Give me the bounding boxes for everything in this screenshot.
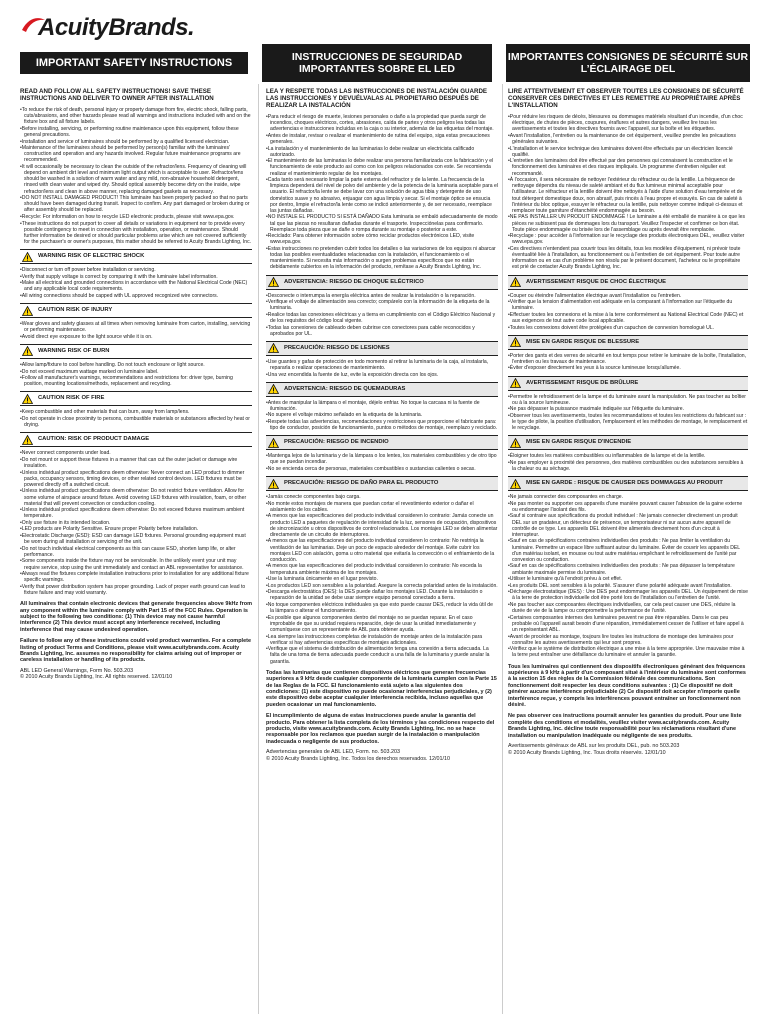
warning-bullet: • Follow all manufacturer's warnings, recommendations and restrictions for: driver type, burning position, mounting locations/methods, replacement and recycling. — [20, 375, 252, 387]
warning-bullet: • Unless individual product specifications deem otherwise: Do not exceed fixtures maximum ambient temperature. — [20, 507, 252, 519]
intro-bullet: • These instructions do not purport to cover all details or variations in equipment nor to provide every possible contingency to meet in connection with installation, operation, or maintenance. Should further information be desired or should particular problems arise which are not covered sufficiently for the purchaser's or owner's purposes, this matter should be referred to Acuity Brands Lighting, Inc. — [20, 221, 252, 246]
warning-triangle-icon — [268, 384, 279, 394]
column-french — [508, 88, 748, 756]
warning-bullet: • Unless individual product specifications deem otherwise: Never connect an LED product to dimmer packs, occupancy sensors, timing devices, or other related control devices. LED fixtures must be powered directly off a switched circuit. — [20, 470, 252, 488]
intro-bullet: • El mantenimiento de las luminarias lo debe realizar una persona familiarizada con la fabricación y el funcionamiento de este producto así como con los peligros relacionados con este. Se recomienda realizar el mantenimiento regular de los montajes. — [266, 158, 498, 176]
warning-title: CAUTION RISK OF INJURY — [38, 307, 113, 314]
warning-bullet: • Do not mount or support these fixtures in a manner that can cut the outer jacket or damage wire insulation. — [20, 457, 252, 469]
warning-title: PRECAUCIÓN: RIESGO DE INCENDIO — [284, 439, 389, 446]
warning-title: CAUTION RISK OF FIRE — [38, 395, 105, 402]
warning-bullet: • Utiliser le luminaire qu'à l'endroit prévu à cet effet. — [508, 576, 748, 582]
intro-bullet: • NE PAS INSTALLER UN PRODUIT ENDOMMAGÉ ! Le luminaire a été emballé de manière à ce que les pièces ne subissent pas de dommages lors du transport. Veuillez l'inspecter et confirmer ce bon état. Toute pièce endommagée ou brisée lors de l'assemblage ou après devrait être remplacée. — [508, 214, 748, 232]
warning-bullet: • Ne pas dépasser la puissance maximale indiquée sur l'étiquette du luminaire. — [508, 406, 748, 412]
warning-bullet: • Do not operate in close proximity to persons, combustible materials or substances affected by heat or drying. — [20, 416, 252, 428]
fcc-compliance-text: All luminaires that contain electronic devices that generate frequencies above 9kHz from any component within the luminaire comply with Part 15 of the FCC Rules. Operation is subject to the following two conditions: (1) This device may not cause harmful interference (2) This device must accept any interference received, including interference that may cause undesired operation. — [20, 601, 252, 633]
warning-title: AVERTISSEMENT RISQUE DE BRÛLURE — [526, 379, 639, 386]
warning-heading — [266, 341, 498, 356]
warning-bullet: • Do not exceed maximum wattage marked on luminaire label. — [20, 369, 252, 375]
warning-bullet: • Todas las conexiones de cableado deben cubrirse con conectores para cable reconocidos y aprobados por UL. — [266, 325, 498, 337]
warning-triangle-icon — [510, 438, 521, 448]
footer-form-number: ABL LED General Warnings, Form No. 503.203 — [20, 667, 134, 674]
footer-copyright: © 2010 Acuity Brands Lighting, Inc. Todos los derechos reservados. 12/01/10 — [266, 755, 450, 762]
warning-bullet: • Avant de procéder au montage, toujours lire toutes les instructions de montage des luminaires pour connaître les autres avertissements qui leur sont propres. — [508, 634, 748, 646]
intro-bullet: • NO INSTALE EL PRODUCTO SI ESTÁ DAÑADO Esta luminaria se embaló adecuadamente de modo tal que las piezas no resultaran dañadas durante el trasporte. Inspecciónelas para confirmarlo. Reemplace toda pieza que se dañe o rompa durante su montaje o posterior a este. — [266, 214, 498, 232]
warning-bullet: • Jamás conecte componentes bajo carga. — [266, 494, 498, 500]
intro-bullet: • Installation and service of luminaires should be performed by a qualified licensed electrician. — [20, 139, 252, 145]
warning-heading — [20, 432, 252, 447]
warning-bullet: • Una vez encendida la fuente de luz, evite la exposición directa con los ojos. — [266, 372, 498, 378]
warning-heading — [20, 391, 252, 406]
header-french: IMPORTANTES CONSIGNES DE SÉCURITÉ SUR L’ÉCLAIRAGE DEL — [506, 44, 750, 82]
warning-bullet: • Effectuer toutes les connexions et la mise à la terre conformément au National Electrical Code (NEC) et aux exigences de tout autre code local applicable. — [508, 312, 748, 324]
warning-heading — [508, 435, 748, 450]
intro-bullet: • Reciclado: Para obtener información sobre cómo reciclar productos electrónicos LED, visite www.epa.gov. — [266, 233, 498, 245]
warning-bullet: • A menos que las especificaciones del producto individual consideren lo contrario: Jamás conecte un producto LED a paquetes de regulación de intensidad de la luz, sensores de ocupación, dispositivos de sincronización u otros dispositivos de control relacionados. Los montajes LED se deben alimentar directamente de un circuito de interruptores. — [266, 513, 498, 538]
warning-bullet: • Ne pas employer à proximité des personnes, des matières combustibles ou des substances sensibles à la chaleur ou au séchage. — [508, 460, 748, 472]
intro-bullet: • Recyclage : pour accéder à l'information sur le recyclage des produits électroniques DEL, veuillez visiter www.epa.gov. — [508, 233, 748, 245]
warning-heading — [266, 382, 498, 397]
warning-bullet: • No monte estos montajes de manera que puedan cortar el revestimiento exterior o dañar el aislamiento de los cables. — [266, 501, 498, 513]
intro-bullet: • Before installing, servicing, or performing routine maintenance upon this equipment, follow these general precautions. — [20, 126, 252, 138]
intro-bullet: • L'installation et le service technique des luminaires doivent être effectués par un électricien licencié qualifié. — [508, 146, 748, 158]
warning-bullet: • Ne pas monter ou supporter ces appareils d'une manière pouvant causer l'abrasion de la gaine externe ou endommager l'isolant des fils. — [508, 501, 748, 513]
warranty-text: Ne pas observer ces instructions pourrait annuler les garanties du produit. Pour une liste complète des conditions et modalités, veuillez visiter www.acuitybrands.com. Acuity Brands Lighting, Inc. décline toute responsabilité pour les réclamations résultant d'une installation ou manipulation inadéquate ou négligente de ses produits. — [508, 713, 742, 739]
intro-bullet: • L'entretien des luminaires doit être effectué par des personnes qui connaissent la construction et le fonctionnement des luminaires et des risques impliqués. Un programme d'entretien régulier est recommandé. — [508, 158, 748, 176]
warning-bullet: • Use guantes y gafas de protección en todo momento al retirar la luminaria de la caja, al instalarla, repararla o realizar operaciones de mantenimiento. — [266, 359, 498, 371]
warning-bullet: • No toque componentes eléctricos individuales ya que esto puede causar DES, reducir la vida útil de la lámpara o alterar el funcionamiento. — [266, 602, 498, 614]
warning-heading — [266, 435, 498, 450]
intro-bullet: • Para reducir el riesgo de muerte, lesiones personales o daño a la propiedad que pueda surgir de incendios, choques eléctricos, cortes, abrasiones, caída de partes y otros peligros lea todas las advertencias e instrucciones incluidas en la caja o su interior, además de las etiquetas del montaje. — [266, 114, 498, 132]
warning-bullet: • Make all electrical and grounded connections in accordance with the National Electrical Code (NEC) and any applicable local code requirements. — [20, 280, 252, 292]
warning-triangle-icon — [22, 306, 33, 316]
warning-title: WARNING RISK OF BURN — [38, 347, 110, 354]
warning-triangle-icon — [268, 277, 279, 287]
warning-triangle-icon — [510, 378, 521, 388]
warning-heading — [266, 275, 498, 290]
warning-bullet: • Verify that supply voltage is correct by comparing it with the luminaire label information. — [20, 274, 252, 280]
intro-bullet: • Avant l'installation, l'entretien ou la maintenance de cet équipement, veuillez prendre les précautions générales suivantes. — [508, 133, 748, 145]
warning-bullet: • Ne jamais connecter des composantes en charge. — [508, 494, 748, 500]
warning-bullet: • No se encienda cerca de personas, materiales combustibles o sustancias calientes o secas. — [266, 466, 498, 472]
warning-bullet: • Avoid direct eye exposure to the light source while it is on. — [20, 334, 252, 340]
column-spanish — [266, 88, 498, 762]
warning-bullet: • All wiring connections should be capped with UL approved recognized wire connectors. — [20, 293, 252, 299]
warning-bullet: • Es posible que algunos componentes dentro del montaje no se puedan reparar. En el caso improbable de que su unidad requiera reparación, deje de usar la unidad inmediatamente y comuníquese con un representante de ABL para obtener ayuda. — [266, 615, 498, 633]
warning-bullet: • Only use fixture in its intended location. — [20, 520, 252, 526]
warning-bullet: • Los productos LED son sensibles a la polaridad. Asegure la correcta polaridad antes de la instalación. — [266, 583, 498, 589]
fcc-compliance-text: Tous les luminaires qui contiennent des dispositifs électroniques générant des fréquences supérieures à 9 kHz à partir d'un composant situé à l'intérieur du luminaire sont conformes à la section 15 des règles de la Commission fédérale des communications. Son fonctionnement doit respecter les deux conditions suivantes : (1) Ce dispositif ne doit générer aucune interférence préjudiciable (2) Ce dispositif doit accepter n'importe quelle interférence reçue, y compris les interférences pouvant entraîner un fonctionnement non désiré. — [508, 663, 746, 708]
warning-bullet: • Realice todas las conexiones eléctricas y a tierra en cumplimiento con el Código Eléctrico Nacional y de los requisitos del código local vigente. — [266, 312, 498, 324]
warning-bullet: • Porter des gants et des verres de sécurité en tout temps pour retirer le luminaire de la boîte, l'installation, l'entretien ou les travaux de maintenance. — [508, 353, 748, 365]
warning-bullet: • Mantenga lejos de la luminaria y de la lámpara o los lentes, los materiales combustibles y de otro tipo que se puedan incendiar. — [266, 453, 498, 465]
warning-bullet: • Vérifier que la tension d'alimentation est adéquate en la comparant à l'information sur l'étiquette du luminaire. — [508, 299, 748, 311]
acuity-brands-logo — [20, 10, 260, 40]
warning-triangle-icon — [268, 438, 279, 448]
warning-bullet: • Verifique que el sistema de distribución de alimentación tenga una conexión a tierra adecuada. La falta de una toma de tierra adecuada puede conducir a una falla de la luminaria y puede anular la garantía. — [266, 646, 498, 664]
warning-triangle-icon — [22, 435, 33, 445]
warning-title: MISE EN GARDE RISQUE D'INCENDIE — [526, 439, 632, 446]
warning-bullet: • Éviter d'exposer directement les yeux à la source lumineuse lorsqu'allumée. — [508, 365, 748, 371]
warning-bullet: • A menos que las especificaciones del producto individual consideren lo contrario: No exceda la temperatura ambiente máxima de los montajes. — [266, 563, 498, 575]
warning-bullet: • Éloigner toutes les matières combustibles ou inflammables de la lampe et de la lentille. — [508, 453, 748, 459]
footer-copyright: © 2010 Acuity Brands Lighting, Inc. All rights reserved. 12/01/10 — [20, 674, 173, 681]
warning-title: WARNING RISK OF ELECTRIC SHOCK — [38, 253, 145, 260]
intro-bullet: • La instalación y el mantenimiento de las luminarias lo debe realizar un electricista calificado autorizado. — [266, 146, 498, 158]
warranty-text: Failure to follow any of these instructions could void product warranties. For a complete listing of product Terms and Conditions, please visit www.acuitybrands.com. Acuity Brands Lighting, Inc. assumes no responsibility for claims arising out of improper or careless installation or handling of its products. — [20, 638, 252, 664]
warning-bullet: • Use la luminaria únicamente en el lugar previsto. — [266, 576, 498, 582]
intro-bullet: • Antes de instalar, revisar o realizar el mantenimiento de rutina del equipo, siga estas precauciones generales. — [266, 133, 498, 145]
warning-bullet: • Descarga electrostática (DES): la DES puede dañar los montajes LED. Durante la instalación o reparación de la unidad se debe usar siempre equipo personal conectado a tierra. — [266, 589, 498, 601]
warning-bullet: • Some components inside the fixture may not be serviceable. In the unlikely event your unit may require service, stop using the unit immediately and contact an ABL representative for assistance. — [20, 558, 252, 570]
warning-bullet: • Do not touch individual electrical components as this can cause ESD, shorten lamp life, or alter performance. — [20, 546, 252, 558]
warning-bullet: • Respete todas las advertencias, recomendaciones y restricciones que proporcione el fabricante para: tipo de conductor, posición de funcionamiento, puntos o métodos de montaje, reemplazo y reciclado. — [266, 419, 498, 431]
column-divider — [502, 84, 503, 1014]
warning-heading — [508, 275, 748, 290]
warning-bullet: • No supere el voltaje máximo señalado en la etiqueta de la luminaria. — [266, 412, 498, 418]
warning-bullet: • Always read the fixtures complete installation instructions prior to installation for any additional fixture specific warnings. — [20, 571, 252, 583]
warning-bullet: • Permettre le refroidissement de la lampe et du luminaire avant la manipulation. Ne pas toucher au boîtier ou à la source lumineuse. — [508, 394, 748, 406]
intro-bullet: • À l'occasion, il sera nécessaire de nettoyer l'extérieur du réfracteur ou de la lentille. La fréquence de nettoyage dépendra du niveau de saleté ambiant et du flux lumineux minimal acceptable pour l'utilisateur. Le réfracteur et la lentille doivent être nettoyés à l'aide d'une solution d'eau tempérée et de tout détergent domestique doux, non abrasif, puis rincés à l'eau propre et essuyés. En cas de saleté à l'intérieur du bloc optique, essuyer le réfracteur ou la lentille, puis nettoyer comme indiqué ci-dessus et remplacer toute garniture d'étanchéité endommagée au besoin. — [508, 177, 748, 214]
warning-bullet: • Wear gloves and safety glasses at all times when removing luminaire from carton, installing, servicing or performing maintenance. — [20, 321, 252, 333]
column-english — [20, 88, 252, 681]
warning-bullet: • Lea siempre las instrucciones completas de instalación de montaje antes de la instalación para verificar si hay advertencias específicas de montajes adicionales. — [266, 634, 498, 646]
intro-bullet: • Estas instrucciones no pretenden cubrir todos los detalles o las variaciones de los equipos ni abarcar todas las posibles eventualidades relacionadas con la instalación, el funcionamiento o el mantenimiento. Si necesita más información o surgen problemas específicos que no están debidamente cubiertos en la información del producto, remítase a Acuity Brands Lighting, Inc. — [266, 246, 498, 271]
warning-triangle-icon — [510, 277, 521, 287]
warning-bullet: • Disconnect or turn off power before installation or servicing. — [20, 267, 252, 273]
warning-bullet: • Antes de manipular la lámpara o el montaje, déjelo enfriar. No toque la carcasa ni la fuente de iluminación. — [266, 400, 498, 412]
intro-bullet: • Recycle: For information on how to recycle LED electronic products, please visit www.epa.gov. — [20, 214, 252, 220]
warning-title: AVERTISSEMENT RISQUE DE CHOC ÉLECTRIQUE — [526, 278, 666, 285]
warning-bullet: • Allow lamp/fixture to cool before handling. Do not touch enclosure or light source. — [20, 362, 252, 368]
warranty-text: El incumplimiento de alguna de estas instrucciones puede anular la garantía del producto. Para obtener la lista completa de los términos y las condiciones respecto del producto, visite www.acuitybrands.com. Acuity Brands Lighting, Inc. no se hace responsable por los reclamos que puedan surgir de la instalación o manipulación inadecuada o negligente de sus productos. — [266, 713, 495, 745]
warning-title: CAUTION: RISK OF PRODUCT DAMAGE — [38, 436, 150, 443]
warning-bullet: • Never connect components under load. — [20, 450, 252, 456]
warning-bullet: • Keep combustible and other materials that can burn, away from lamp/lens. — [20, 409, 252, 415]
warning-bullet: • Desconecte o interrumpa la energía eléctrica antes de realizar la instalación o la reparación. — [266, 293, 498, 299]
warning-bullet: • Unless individual product specifications deem otherwise: Do not restrict fixture ventilation. Allow for some volume of airspace around fixture. Avoid covering LED fixtures with insulation, foam, or other material that will prevent convection or conduction cooling. — [20, 488, 252, 506]
warning-title: MISE EN GARDE RISQUE DE BLESSURE — [526, 338, 640, 345]
warning-heading — [20, 249, 252, 264]
warning-bullet: • Sauf si contraire aux spécifications du produit individuel : Ne jamais connecter directement un produit DEL sur un gradateur, un détecteur de présence, un temporisateur ni sur aucun autre appareil de contrôle de ce type. Les appareils DEL doivent être alimentés directement hors d'un circuit à interrupteur. — [508, 513, 748, 538]
warning-bullet: • Ne pas toucher aux composantes électriques individuelles, car cela peut causer une DES, réduire la durée de vie de la lampe ou compromettre la performance de l'unité. — [508, 602, 748, 614]
warning-heading — [508, 335, 748, 350]
warning-title: MISE EN GARDE : RISQUE DE CAUSER DES DOMMAGES AU PRODUIT — [526, 480, 723, 487]
warning-title: PRECAUCIÓN: RIESGO DE LESIONES — [284, 344, 390, 351]
warning-bullet: • Electrostatic Discharge (ESD): ESD can damage LED fixtures. Personal grounding equipment must be worn during all installation or servicing of the unit. — [20, 533, 252, 545]
warning-heading — [20, 303, 252, 318]
footer-form-number: Avertissements généraux de ABL sur les produits DEL, pub. no 503.203 — [508, 743, 680, 750]
warning-bullet: • Sauf en cas de spécifications contraires individuelles des produits : Ne pas limiter la ventilation du luminaire. Permettre un espace libre suffisant autour du luminaire. Éviter de couvrir les appareils DEL d'un matériau isolant, en mousse ou tout autre matériau empêchant le refroidissement de l'unité par convexion ou conduction. — [508, 538, 748, 563]
header-english: IMPORTANT SAFETY INSTRUCTIONS — [20, 52, 248, 74]
warning-title: PRECAUCIÓN: RIESGO DE DAÑO PARA EL PRODUCTO — [284, 480, 439, 487]
intro-bullet: • Maintenance of the luminaires should be performed by person(s) familiar with the luminaires' construction and operation and any hazards involved. Regular future maintenance programs are recommended. — [20, 145, 252, 163]
warning-title: ADVERTENCIA: RIESGO DE CHOQUE ELÉCTRICO — [284, 278, 424, 285]
warning-bullet: • Toutes les connexions doivent être protégées d'un capuchon de connexion homologué UL. — [508, 325, 748, 331]
header-spanish: INSTRUCCIONES DE SEGURIDAD IMPORTANTES SOBRE EL LED — [262, 44, 492, 82]
fcc-compliance-text: Todas las luminarias que contienen dispositivos eléctricos que generan frecuencias superiores a 9 kHz desde cualquier componente de la luminaria cumplen con la Parte 15 de las Reglas de la FCC. El funcionamiento está sujeto a las siguientes dos condiciones: (1) este dispositivo no puede ocasionar interferencias perjudiciales, y (2) este dispositivo debe aceptar cualquier interferencia recibida, incluso aquellas que pueden ocasionar un mal funcionamiento. — [266, 669, 497, 708]
warning-triangle-icon — [510, 337, 521, 347]
warning-heading — [508, 476, 748, 491]
lead-instructions: LIRE ATTENTIVEMENT ET OBSERVER TOUTES LES CONSIGNES DE SÉCURITÉ CONSERVER CES DIRECTIVES ET LES REMETTRE AU PROPRIÉTAIRE APRÈS L'INSTALLATION — [508, 88, 744, 109]
intro-bullet: • Pour réduire les risques de décès, blessures ou dommages matériels résultant d'un incendie, d'un choc électrique, de chutes de pièces, coupures, éraflures et autres dangers, veuillez lire tous les avertissements et toutes les directives fournis avec l'appareil, sur la boîte et les étiquettes. — [508, 114, 748, 132]
warning-heading — [20, 344, 252, 359]
warning-bullet: • Couper ou éteindre l'alimentation électrique avant l'installation ou l'entretien. — [508, 293, 748, 299]
warning-bullet: • LED products are Polarity Sensitive. Ensure proper Polarity before installation. — [20, 526, 252, 532]
warning-bullet: • Les produits DEL sont sensibles à la polarité. S'assurer d'une polarité adéquate avant l'installation. — [508, 583, 748, 589]
warning-triangle-icon — [22, 346, 33, 356]
intro-bullet: • Ces directives n'entendent pas couvrir tous les détails, tous les modèles d'équipement, ni prévoir toute éventualité liée à l'installation, au fonctionnement ou à l'entretien de cet équipement. Pour toute autre information ou en cas d'un problème non résolu par le présent document, l'acheteur ou le propriétaire est prié de contacter Acuity Brands Lighting, Inc. — [508, 246, 748, 271]
intro-bullet: • It will occasionally be necessary to clean the outside of the refractor/lens. Frequency of cleaning will depend on ambient dirt level and minimum light output which is acceptable to user. Refractor/lens should be washed in a solution of warm water and any mild, non-abrasive household detergent, rinsed with clean water and wiped dry. Should optical assembly become dirty on the inside, wipe refractor/lens and clean in above manner, replacing damaged gaskets as necessary. — [20, 164, 252, 195]
footer — [266, 749, 498, 762]
footer-form-number: Advertencias generales de ABL LED, Form. no. 503.203 — [266, 749, 401, 756]
footer-copyright: © 2010 Acuity Brands Lighting, Inc. Tous droits réservés. 12/01/10 — [508, 749, 666, 756]
brand-name: AcuityBrands. — [38, 14, 195, 41]
warning-bullet: • Observer tous les avertissements, toutes les recommandations et toutes les restrictions du fabricant sur : le type de pilote, la position d'utilisation, l'emplacement et les méthodes de montage, le remplacement et le recyclage. — [508, 413, 748, 431]
warning-heading — [508, 376, 748, 391]
warning-triangle-icon — [268, 343, 279, 353]
warning-heading — [266, 476, 498, 491]
warning-bullet: • Verify that power distribution system has proper grounding. Lack of proper earth ground can lead to fixture failure and may void warranty. — [20, 584, 252, 596]
warning-triangle-icon — [22, 394, 33, 404]
footer — [20, 668, 252, 681]
warning-bullet: • Certaines composantes internes des luminaires peuvent ne pas être réparables. Dans le cas peu probable où l'appareil aurait besoin d'une réparation, immédiatement cesser de l'utiliser et faire appel à un représentant ABL. — [508, 615, 748, 633]
warning-bullet: • Décharge électrostatique (DES) : Une DES peut endommager les appareils DEL. Un équipement de mise à la terre de protection individuelle doit être porté lors de l'installation ou l'entretien de l'unité. — [508, 589, 748, 601]
warning-bullet: • Verifique el voltaje de alimentación sea correcto; compárelo con la información de la etiqueta de la luminaria. — [266, 299, 498, 311]
warning-triangle-icon — [22, 252, 33, 262]
intro-bullet: • To reduce the risk of death, personal injury or property damage from fire, electric shock, falling parts, cuts/abrasions, and other hazards please read all warnings and instructions included with and on the fixture box and all fixture labels. — [20, 107, 252, 125]
warning-triangle-icon — [510, 479, 521, 489]
lead-instructions: READ AND FOLLOW ALL SAFETY INSTRUCTIONS! SAVE THESE INSTRUCTIONS AND DELIVER TO OWNER AFTER INSTALLATION — [20, 88, 214, 102]
warning-title: ADVERTENCIA: RIESGO DE QUEMADURAS — [284, 385, 406, 392]
intro-bullet: • DO NOT INSTALL DAMAGED PRODUCT! This luminaire has been properly packed so that no parts should have been damaged during transit. Inspect to confirm. Any part damaged or broken during or after assembly should be replaced. — [20, 195, 252, 213]
intro-bullet: • Cada tanto será necesario limpiar la parte externa del refractor y de la lente. La frecuencia de la limpieza dependerá del nivel de polvo del ambiente y de la potencia de la luminaria aceptable para el usuario. El refractor/la lente se debe lavar con una solución de agua tibia y detergente de uso doméstico suave y no abrasivo, enjuagar con agua limpia y secar. Si el montaje óptico se ensucia por dentro, limpie el refractor/la lente como se indicó anteriormente y, de ser necesario, reemplace las juntas dañadas. — [266, 177, 498, 214]
warning-bullet: • Sauf en cas de spécifications contraires individuelles des produits : Ne pas dépasser la température ambiante maximale permise du luminaire. — [508, 563, 748, 575]
warning-triangle-icon — [268, 479, 279, 489]
warning-bullet: • A menos que las especificaciones del producto individual consideren lo contrario: No restrinja la ventilación de las luminarias. Deje un poco de espacio alrededor del montaje. Evite cubrir los montajes LED con aislación, goma u otro material que evitaría la convección o el enfriamiento de la conducción. — [266, 538, 498, 563]
column-divider — [258, 84, 259, 1014]
lead-instructions: LEA Y RESPETE TODAS LAS INSTRUCCIONES DE INSTALACIÓN GUARDE LAS INSTRUCCIONES Y DEVUÉLVALAS AL PROPIETARIO DESPUÉS DE REALIZAR LA INSTALACIÓN — [266, 88, 488, 109]
warning-bullet: • Vérifiez que le système de distribution électrique a une mise à la terre appropriée. Une mauvaise mise à la terre peut entraîner une défaillance du luminaire et annuler la garantie. — [508, 646, 748, 658]
footer — [508, 743, 748, 756]
